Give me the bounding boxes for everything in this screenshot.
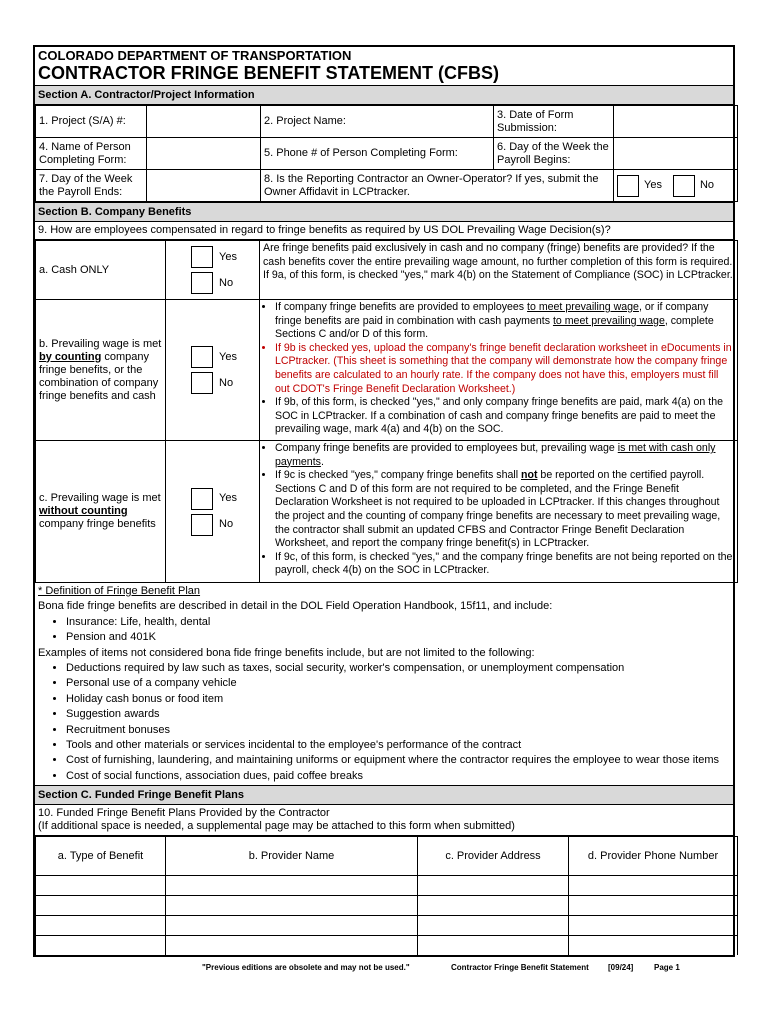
option-a-text: Are fringe benefits paid exclusively in cash and no company (fringe) benefits are provided? If the cash benefits cover the entire prevailing wage amount, no further completion of this form is required. If 9a, of this form, is checked "yes," mark 4(b) on the Statement of Compliance (SOC) in LCPtracker. [260,241,738,300]
payroll-begins-field[interactable] [614,138,738,170]
option-b-no-checkbox[interactable] [191,372,213,394]
list-item: • Suggestion awards [66,707,730,722]
table-row [36,876,738,896]
list-item: • Personal use of a company vehicle [66,676,730,691]
col-provider-name: b. Provider Name [166,837,418,876]
provider-phone-cell[interactable] [569,896,738,916]
benefit-type-cell[interactable] [36,916,166,936]
option-c-choices [166,441,260,583]
owner-operator-no-checkbox[interactable] [673,175,695,197]
option-a-label: a. Cash ONLY [36,241,166,300]
option-c-no-checkbox[interactable] [191,514,213,536]
project-name-label: 2. Project Name: [261,106,494,138]
agency-name: COLORADO DEPARTMENT OF TRANSPORTATION [38,48,352,63]
section-b-table [35,240,738,583]
list-item: • Insurance: Life, health, dental [66,615,730,630]
option-b-choices [166,300,260,441]
provider-address-cell[interactable] [418,916,569,936]
payroll-begins-label: 6. Day of the Week the Payroll Begins: [494,138,614,170]
option-c-yes-label: Yes [219,492,237,504]
included-list [38,615,730,646]
provider-name-cell[interactable] [166,896,418,916]
funded-plans-intro [35,805,733,836]
provider-phone-cell[interactable] [569,876,738,896]
provider-name-cell[interactable] [166,916,418,936]
funded-plans-line-2: (If additional space is needed, a supplemental page may be attached to this form when submitted) [38,820,515,833]
option-a-yes-checkbox[interactable] [191,246,213,268]
option-c-bullet-1: • Company fringe benefits are provided to employees but, prevailing wage is met with cash only payments. [275,442,734,469]
footer-notice: "Previous editions are obsolete and may not be used." [202,963,410,972]
footer-revision: [09/24] [608,963,634,972]
list-item: • Cost of furnishing, laundering, and maintaining uniforms or equipment where the contractor requires the employee to wear those items [66,753,730,768]
question-9: 9. How are employees compensated in regard to fringe benefits as required by US DOL Prevailing Wage Decision(s)? [35,222,733,240]
option-b-yes-label: Yes [219,350,237,363]
provider-address-cell[interactable] [418,876,569,896]
section-b-heading: Section B. Company Benefits [35,202,733,222]
submission-date-label: 3. Date of Form Submission: [494,106,614,138]
list-item: • Recruitment bonuses [66,723,730,738]
option-b-bullet-1: • If company fringe benefits are provided to employees to meet prevailing wage, or if company fringe benefits are paid in combination with cash payments to meet prevailing wage, complete Sections C and/or D of this form. [275,301,734,342]
list-item: • Holiday cash bonus or food item [66,692,730,707]
option-c-no-label: No [219,518,234,530]
list-item: • Deductions required by law such as taxes, social security, worker's compensation, or unemployment compensation [66,661,730,676]
owner-operator-question: 8. Is the Reporting Contractor an Owner-Operator? If yes, submit the Owner Affidavit in LCPtracker. [261,170,614,202]
owner-operator-no-label: No [699,179,715,191]
owner-operator-choices [614,170,738,202]
funded-plans-line-1: 10. Funded Fringe Benefit Plans Provided by the Contractor [38,807,330,820]
table-row [36,896,738,916]
footer-page-number: Page 1 [654,963,680,972]
owner-operator-yes-label: Yes [644,179,662,191]
provider-address-cell[interactable] [418,936,569,956]
provider-phone-cell[interactable] [569,936,738,956]
list-item: • Tools and other materials or services incidental to the employee's performance of the contract [66,738,730,753]
option-b-text [260,300,738,441]
list-item: • Cost of social functions, association dues, paid coffee breaks [66,769,730,784]
option-b-yes-checkbox[interactable] [191,346,213,368]
option-b-label [36,300,166,441]
fringe-definition [35,583,733,786]
option-b-no-label: No [219,376,234,389]
provider-address-cell[interactable] [418,896,569,916]
option-b-label-3: company fringe benefits, or the combination of company fringe benefits and cash [39,350,159,402]
provider-name-cell[interactable] [166,936,418,956]
project-sa-field[interactable] [147,106,261,138]
definition-heading: * Definition of Fringe Benefit Plan [38,585,201,597]
option-c-label-3: company fringe benefits [39,518,156,530]
benefit-type-cell[interactable] [36,896,166,916]
option-b-label-1: b. Prevailing wage is met [39,337,162,350]
option-c-label-1: c. Prevailing wage is met [39,492,161,504]
person-name-label: 4. Name of Person Completing Form: [36,138,147,170]
section-a-table [35,105,738,202]
option-c-bullet-3: • If 9c, of this form, is checked "yes," and the company fringe benefits are not being reported on the payroll, check 4(b) on the SOC in LCPtracker. [275,551,734,578]
option-b-label-2: by counting [39,350,102,363]
section-c-heading: Section C. Funded Fringe Benefit Plans [35,786,733,805]
payroll-ends-field[interactable] [147,170,261,202]
section-a-heading: Section A. Contractor/Project Information [35,85,733,105]
cfbs-form [33,45,735,957]
option-a-no-label: No [219,276,234,289]
phone-label: 5. Phone # of Person Completing Form: [261,138,494,170]
col-type-of-benefit: a. Type of Benefit [36,837,166,876]
funded-plans-table [35,836,738,955]
footer-form-name: Contractor Fringe Benefit Statement [451,963,589,972]
owner-operator-yes-checkbox[interactable] [617,175,639,197]
definition-intro: Bona fide fringe benefits are described in detail in the DOL Field Operation Handbook, 15f11, and include: [38,600,553,613]
person-name-field[interactable] [147,138,261,170]
option-b-bullet-3: • If 9b, of this form, is checked "yes," and only company fringe benefits are paid, mark 4(a) on the SOC in LCPtracker. If a combination of cash and company fringe benefits are paid to meet the prevailing wage, mark 4(a) and 4(b) on the SOC. [275,396,734,437]
list-item: • Pension and 401K [66,630,730,645]
option-a-choices [166,241,260,300]
table-row [36,936,738,956]
payroll-ends-label: 7. Day of the Week the Payroll Ends: [36,170,147,202]
submission-date-field[interactable] [614,106,738,138]
table-row [36,916,738,936]
benefit-type-cell[interactable] [36,876,166,896]
project-sa-label: 1. Project (S/A) #: [36,106,147,138]
examples-intro: Examples of items not considered bona fide fringe benefits include, but are not limited to the following: [38,646,535,659]
provider-phone-cell[interactable] [569,916,738,936]
option-a-no-checkbox[interactable] [191,272,213,294]
option-c-yes-checkbox[interactable] [191,488,213,510]
col-provider-phone: d. Provider Phone Number [569,837,738,876]
option-c-label-2: without counting [39,505,128,517]
option-c-bullet-2: • If 9c is checked "yes," company fringe benefits shall not be reported on the certified payroll. Sections C and D of this form are not required to be completed, and the Fringe Benefit Declaration Worksheet is not required to be uploaded in LCPtracker. If this changes throughout the project and the counting of company fringe benefits are necessary to meet prevailing wage, the contractor shall submit an updated CFBS and Contractor Fringe Benefit Declaration Worksheet, and report the company fringe benefit(s) in LCPtracker. [275,469,734,551]
option-c-label [36,441,166,583]
option-a-yes-label: Yes [219,250,237,263]
provider-name-cell[interactable] [166,876,418,896]
benefit-type-cell[interactable] [36,936,166,956]
option-b-bullet-2: • If 9b is checked yes, upload the company's fringe benefit declaration worksheet in eDocuments in LCPtracker. (This sheet is something that the company will demonstrate how the company fringe benefits are calculated to an hourly rate. If the company does not have this, employers must fill out CDOT's Fringe Benefit Declaration Worksheet.) [275,342,734,396]
col-provider-address: c. Provider Address [418,837,569,876]
option-c-text [260,441,738,583]
excluded-list [38,661,730,784]
form-title: CONTRACTOR FRINGE BENEFIT STATEMENT (CFBS) [38,63,499,83]
